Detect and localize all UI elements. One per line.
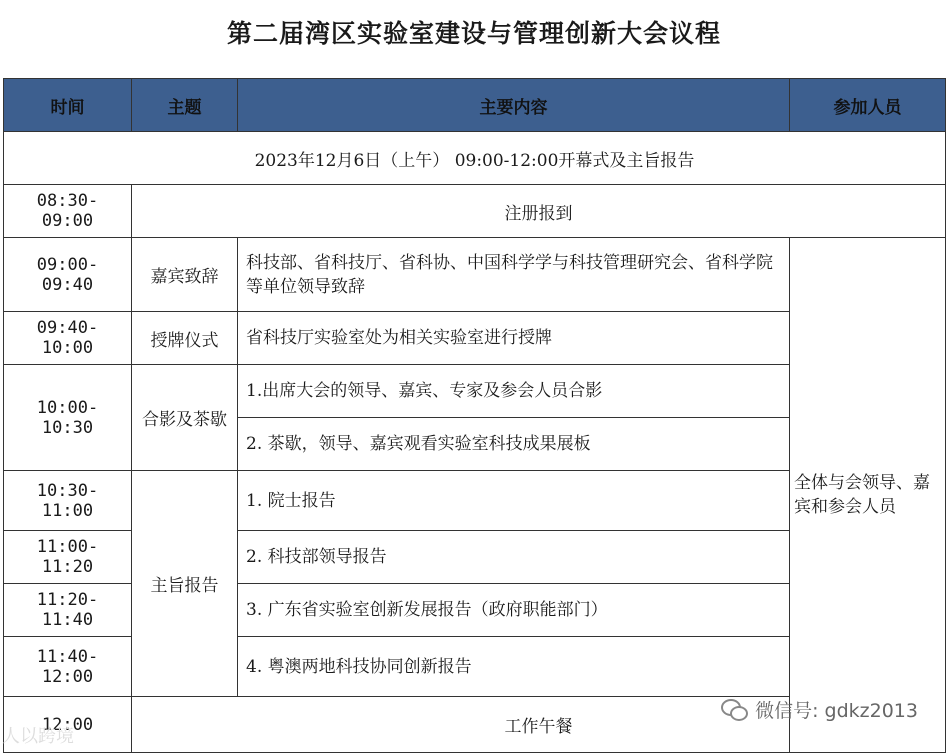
session-row — [4, 132, 946, 185]
watermark-left: 人以跨境 — [2, 726, 74, 747]
content-cell: 科技部、省科技厅、省科协、中国科学学与科技管理研究会、省科学院等单位领导致辞 — [238, 238, 790, 312]
topic-cell: 主旨报告 — [132, 471, 238, 697]
header-content: 主要内容 — [238, 79, 790, 132]
header-topic: 主题 — [132, 79, 238, 132]
session-date: 2023年12月6日（上午） 09:00-12:00开幕式及主旨报告 — [4, 132, 946, 185]
header-time: 时间 — [4, 79, 132, 132]
content-cell: 2. 科技部领导报告 — [238, 531, 790, 584]
content-cell: 1. 院士报告 — [238, 471, 790, 531]
content-cell: 工作午餐 — [132, 697, 946, 753]
topic-cell: 合影及茶歇 — [132, 365, 238, 471]
content-cell: 2. 茶歇，领导、嘉宾观看实验室科技成果展板 — [238, 418, 790, 471]
time-cell: 11:20-11:40 — [4, 584, 132, 637]
watermark-text: 微信号: gdkz2013 — [755, 700, 918, 722]
time-cell: 12:00 — [4, 697, 132, 753]
content-cell: 3. 广东省实验室创新发展报告（政府职能部门） — [238, 584, 790, 637]
content-cell: 4. 粤澳两地科技协同创新报告 — [238, 637, 790, 697]
table-row — [4, 238, 946, 312]
time-cell: 11:00-11:20 — [4, 531, 132, 584]
time-cell: 09:00-09:40 — [4, 238, 132, 312]
time-cell: 10:00-10:30 — [4, 365, 132, 471]
header-participants: 参加人员 — [790, 79, 946, 132]
time-cell: 10:30-11:00 — [4, 471, 132, 531]
table-row — [4, 185, 946, 238]
page-title: 第二届湾区实验室建设与管理创新大会议程 — [226, 19, 721, 48]
time-cell: 11:40-12:00 — [4, 637, 132, 697]
agenda-table — [3, 78, 946, 753]
header-row — [4, 79, 946, 132]
topic-cell: 授牌仪式 — [132, 312, 238, 365]
time-cell: 08:30-09:00 — [4, 185, 132, 238]
time-cell: 09:40-10:00 — [4, 312, 132, 365]
watermark-right — [721, 696, 918, 723]
topic-cell: 嘉宾致辞 — [132, 238, 238, 312]
wechat-icon — [721, 699, 749, 721]
content-cell: 注册报到 — [132, 185, 946, 238]
content-cell: 省科技厅实验室处为相关实验室进行授牌 — [238, 312, 790, 365]
participants-cell: 全体与会领导、嘉宾和参会人员 — [790, 238, 946, 753]
content-cell: 1.出席大会的领导、嘉宾、专家及参会人员合影 — [238, 365, 790, 418]
